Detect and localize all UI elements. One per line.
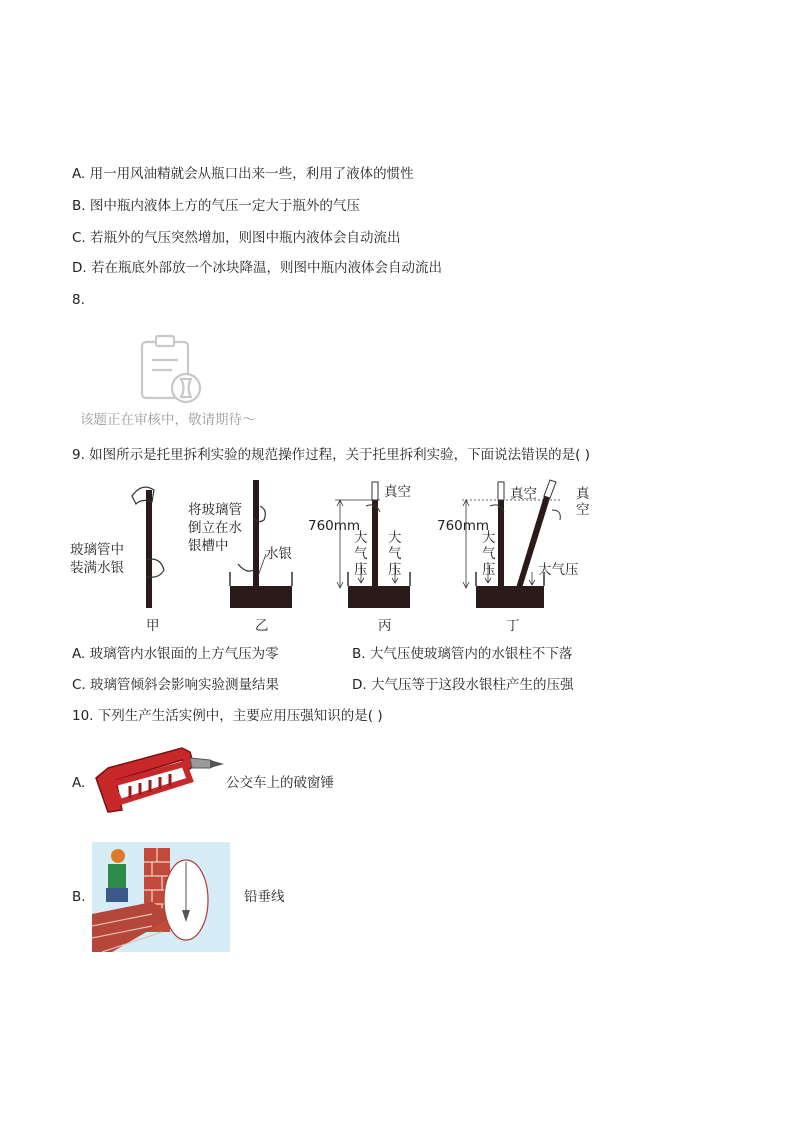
ding-kong-label: 空: [576, 502, 590, 518]
jia-label-1: 玻璃管中: [70, 542, 124, 558]
bing-vacuum-label: 真空: [384, 484, 411, 500]
bing-atm-right-2: 气: [388, 546, 402, 562]
plumb-line-image: [92, 842, 230, 952]
q8-number: 8.: [72, 292, 85, 308]
jia-label-2: 装满水银: [70, 560, 124, 576]
q10-option-a-label: A.: [72, 775, 86, 791]
ding-atm-label: 大气压: [538, 562, 579, 578]
q9-option-d: D. 大气压等于这段水银柱产生的压强: [352, 677, 574, 693]
yi-label-2: 倒立在水: [188, 520, 242, 536]
q7-option-b: B. 图中瓶内液体上方的气压一定大于瓶外的气压: [72, 198, 360, 214]
ding-height-label: 760mm: [437, 518, 490, 534]
q10-option-b-text: 铅垂线: [244, 889, 285, 905]
q10-stem: 10. 下列生产生活实例中，主要应用压强知识的是( ): [72, 708, 383, 724]
yi-label-3: 银槽中: [188, 538, 229, 554]
q9-option-c: C. 玻璃管倾斜会影响实验测量结果: [72, 677, 280, 693]
bing-height-label: 760mm: [308, 518, 361, 534]
pending-review-text: 该题正在审核中，敬请期待～: [80, 412, 256, 428]
q7-option-a: A. 用一用风油精就会从瓶口出来一些，利用了液体的惯性: [72, 166, 414, 182]
q9-option-b: B. 大气压使玻璃管内的水银柱不下落: [352, 646, 573, 662]
caption-ding: 丁: [506, 618, 520, 634]
caption-yi: 乙: [255, 618, 269, 634]
q10-option-b-label: B.: [72, 889, 86, 905]
bing-atm-left-1: 大: [354, 530, 368, 546]
ding-atm-1: 大: [482, 530, 496, 546]
q7-option-c: C. 若瓶外的气压突然增加，则图中瓶内液体会自动流出: [72, 230, 401, 246]
bing-atm-right-3: 压: [388, 562, 402, 578]
torricelli-figure: [70, 476, 610, 636]
q7-option-d: D. 若在瓶底外部放一个冰块降温，则图中瓶内液体会自动流出: [72, 260, 442, 276]
safety-hammer-image: [90, 740, 226, 820]
q9-stem: 9. 如图所示是托里拆利实验的规范操作过程，关于托里拆利实验，下面说法错误的是( ): [72, 447, 590, 463]
ding-zhen-label: 真: [576, 486, 590, 502]
ding-vacuum-label: 真空: [510, 486, 537, 502]
caption-bing: 丙: [378, 618, 392, 634]
bing-atm-left-2: 气: [354, 546, 368, 562]
bing-atm-right-1: 大: [388, 530, 402, 546]
ding-atm-3: 压: [482, 562, 496, 578]
ding-atm-2: 气: [482, 546, 496, 562]
mercury-label: 水银: [265, 546, 292, 562]
q9-option-a: A. 玻璃管内水银面的上方气压为零: [72, 646, 279, 662]
q10-option-a-text: 公交车上的破窗锤: [226, 775, 334, 791]
caption-jia: 甲: [146, 618, 160, 634]
bing-atm-left-3: 压: [354, 562, 368, 578]
yi-label-1: 将玻璃管: [188, 502, 242, 518]
